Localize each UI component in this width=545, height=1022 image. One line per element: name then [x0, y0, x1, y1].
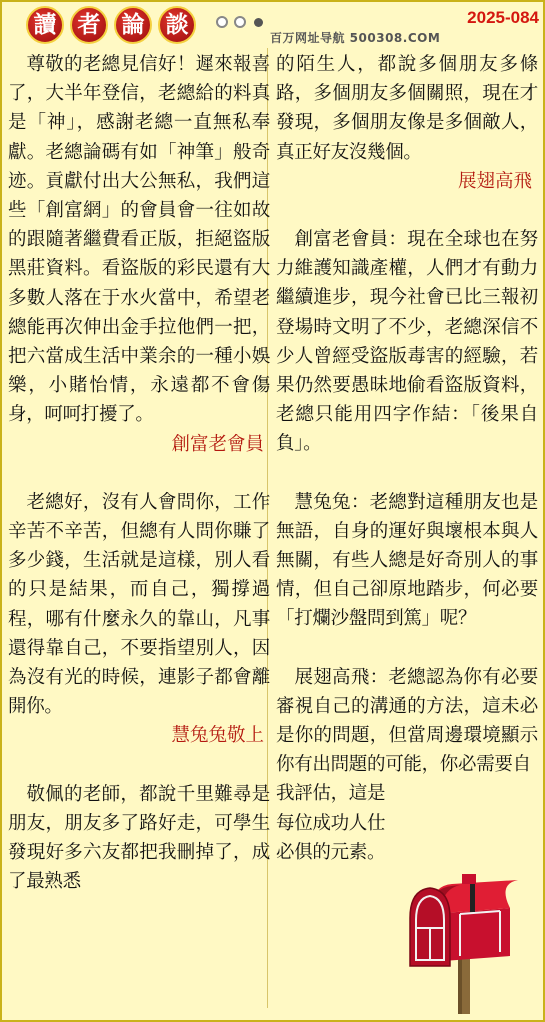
- header: [2, 2, 545, 48]
- letter-paragraph: 展翅高飛：老總認為你有必要審視自己的溝通的方法，這未必是你的問題，但當周邊環境顯示你有出問題的可能，你必需要自: [276, 666, 538, 776]
- letter-paragraph: 老總好，沒有人會問你，工作辛苦不辛苦，但總有人問你賺了多少錢，生活就是這樣，別人看的只是結果，而自己，獨撐過程，哪有什麼永久的靠山，凡事還得靠自己，不要指望別人，因為沒有光的時候，連影子都會離開你。: [8, 491, 270, 718]
- left-column: [8, 50, 270, 896]
- site-caption: 百万网址导航 500308.COM: [270, 31, 441, 45]
- letter-signature: 創富老會員: [171, 433, 264, 455]
- letter-paragraph: 的陌生人，都說多個朋友多條路，多個朋友多個關照，現在才發現，多個朋友像是多個敵人，真正好友沒幾個。: [276, 54, 538, 163]
- letter-signature: 慧兔兔敬上: [171, 725, 264, 747]
- filled-dot-icon: [254, 18, 263, 27]
- title-char: 者: [70, 6, 108, 44]
- paragraph-gap: [276, 634, 538, 663]
- right-column: [276, 50, 538, 867]
- letter-paragraph: 尊敬的老總見信好！遲來報喜了，大半年登信，老總給的料真是「神」，感謝老總一直無私奉獻。老總論碼有如「神筆」般奇迹。貢獻付出大公無私，我們這些「創富網」的會員會一往如故的跟隨著繼費看正版，拒絕盜版黑莊資料。看盜版的彩民還有大多數人落在于水火當中，希望老總能再次伸出金手拉他們一把，把六當成生活中業余的一種小娛樂，小賭怡情，永遠都不會傷身，呵呵打擾了。: [8, 54, 270, 426]
- issue-number: 2025-084: [467, 8, 539, 27]
- letter-paragraph: 敬佩的老師，都說千里難尋是朋友，朋友多了路好走，可學生發現好多六友都把我刪掉了，成了最熟悉: [8, 783, 270, 893]
- paragraph-gap: [8, 751, 270, 780]
- letter-paragraph: 慧兔兔：老總對這種朋友也是無語，自身的運好與壞根本與人無關，有些人總是好奇別人的事情，但自己卻原地踏步，何必要「打爛沙盤問到篤」呢？: [276, 491, 538, 630]
- title-char: 讀: [26, 6, 64, 44]
- ring-dot-icon: [216, 16, 228, 28]
- paragraph-gap: [276, 196, 538, 225]
- letter-paragraph: 創富老會員：現在全球也在努力維護知識產權，人們才有動力繼續進步，現今社會已比三報初登場時文明了不少，老總深信不少人曾經受盜版毒害的經驗，若果仍然要愚昧地偷看盜版資料，老總只能用四字作結：「後果自負」。: [276, 229, 538, 455]
- letter-signature: 展翅高飛: [457, 170, 532, 192]
- title-char: 談: [158, 6, 196, 44]
- title-char: 論: [114, 6, 152, 44]
- paragraph-gap: [276, 459, 538, 488]
- mailbox-icon: [400, 874, 534, 1014]
- letter-paragraph: 我評估，這是每位成功人仕必俱的元素。: [276, 783, 386, 863]
- paragraph-gap: [8, 459, 270, 488]
- ring-dot-icon: [234, 16, 246, 28]
